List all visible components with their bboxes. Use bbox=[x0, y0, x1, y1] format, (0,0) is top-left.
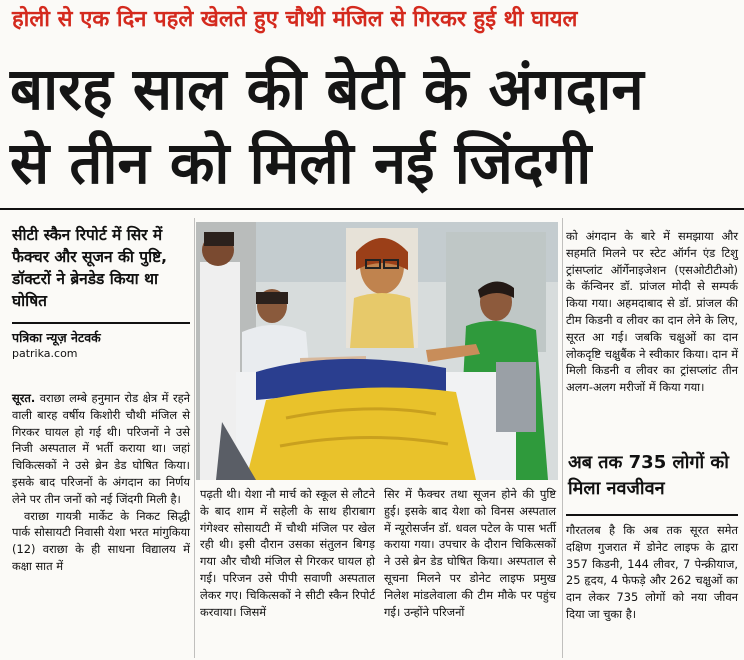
byline bbox=[12, 322, 190, 361]
article-column-1 bbox=[12, 390, 190, 575]
box-heading: अब तक 735 लोगों को मिला नवजीवन bbox=[568, 452, 729, 499]
headline-line-2: से तीन को मिली नई जिंदगी bbox=[10, 129, 592, 197]
hospital-photo bbox=[196, 222, 558, 480]
box-text: गौरतलब है कि अब तक सूरत समेत दक्षिण गुजरात में डोनेट लाइफ के द्वारा 357 किडनी, 144 लीवर, 7 पेन्क्रीयाज, 25 हृदय, 4 फेफड़े और 262 चक्षुओं का दान लेकर 735 लोगों को नया जीवन दिया जा चुका है। bbox=[566, 523, 738, 621]
column-divider bbox=[194, 218, 195, 658]
agency-site: patrika.com bbox=[12, 347, 78, 360]
headline-divider bbox=[0, 208, 744, 210]
article-column-4: को अंगदान के बारे में समझाया और सहमति मिलने पर स्टेट ऑर्गन एंड टिशु ट्रांसप्लांट ऑर्गेनाइजेशन (एसओटीटीओ) के कॅन्विनर डॉ. प्रांजल मोदी से सम्पर्क किया गया। अहमदाबाद से डॉ. प्रांजल की टीम किडनी व लीवर का दान लेने के लिए, सूरत आ गई। जबकि चक्षुओं का दान लोकदृष्टि चक्षुबैंक ने स्वीकार किया। दान में मिली किडनी व लीवर का ट्रांसप्लांट तीन अलग-अलग मरीजों में किया गया। bbox=[566, 229, 738, 395]
subheadline: सीटी स्कैन रिपोर्ट में सिर में फैक्चर और सूजन की पुष्टि, डॉक्टरों ने ब्रेनडेड किया था घोषित bbox=[12, 226, 168, 310]
kicker-headline: होली से एक दिन पहले खेलते हुए चौथी मंजिल से गिरकर हुई थी घायल bbox=[12, 7, 578, 32]
article-column-3: सिर में फैक्चर तथा सूजन होने की पुष्टि हुई। इसके बाद येशा को विनस अस्पताल में न्यूरोसर्जन डॉ. धवल पटेल के पास भर्ती कराया गया। उपचार के दौरान चिकित्सकों ने उसे ब्रेन डेड घोषित किया। अस्पताल से सूचना मिलने पर डोनेट लाइफ प्रमुख निलेश मांडलेवाला की टीम मौके पर पहुंच गई। उन्होंने परिजनों bbox=[384, 487, 556, 619]
dateline: सूरत. bbox=[12, 391, 36, 405]
photo-illustration bbox=[196, 222, 558, 480]
agency-name: पत्रिका न्यूज़ नेटवर्क bbox=[12, 322, 190, 346]
headline-line-1: बारह साल की बेटी के अंगदान bbox=[10, 55, 644, 123]
paragraph: वराछा लम्बे हनुमान रोड क्षेत्र में रहने वाली बारह वर्षीय किशोरी चौथी मंजिल से गिरकर घायल हो गई थी। परिजनों ने उसे निजी अस्पताल में भर्ती कराया था। जहां चिकित्सकों ने उसे ब्रेन डेड घोषित किया। इसके बाद परिजनों के अंगदान का निर्णय लेने पर तीन जनों को नई जिंदगी मिली है। bbox=[12, 391, 191, 506]
paragraph: वराछा गायत्री मार्केट के निकट सिद्धी पार्क सोसायटी निवासी येशा भरत मांगुकिया (12) वराछा के ही साधना विद्यालय में कक्षा सात में bbox=[12, 508, 190, 573]
article-column-2: पढ़ती थी। येशा नौ मार्च को स्कूल से लौटने के बाद शाम में सहेली के साथ हीराबाग गंगेश्वर सोसायटी में चौथी मंजिल पर खेल रही थी। इसी दौरान उसका संतुलन बिगड़ गया और चौथी मंजिल से गिरकर घायल हो गई। परिजन उसे पीपी सवाणी अस्पताल लेकर गए। चिकित्सकों ने सीटी स्कैन रिपोर्ट करवाया। जिसमें bbox=[200, 487, 375, 619]
box-divider bbox=[566, 514, 738, 516]
column-divider bbox=[562, 218, 563, 658]
main-headline bbox=[10, 52, 738, 200]
